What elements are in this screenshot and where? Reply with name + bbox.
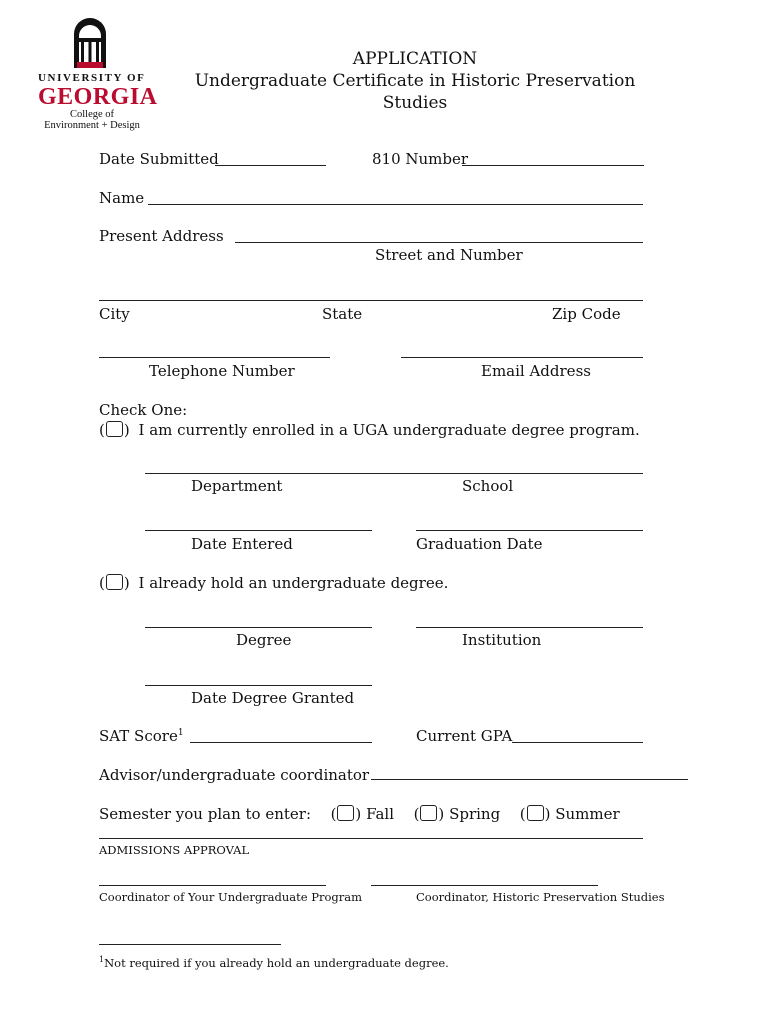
- coordinator-program-signature[interactable]: [99, 885, 326, 886]
- email-field[interactable]: [401, 357, 643, 358]
- zip-caption: Zip Code: [552, 305, 621, 323]
- number-810-field[interactable]: [462, 165, 644, 166]
- semester-row: Semester you plan to enter: ( ) Fall ( ) Spring ( ) Summer: [99, 805, 620, 823]
- spring-label: Spring: [449, 805, 501, 823]
- page-subtitle: Undergraduate Certificate in Historic Preservation Studies: [194, 71, 636, 113]
- number-810-label: 810 Number: [372, 150, 469, 168]
- sat-score-field[interactable]: [190, 742, 372, 743]
- date-degree-granted-field[interactable]: [145, 685, 372, 686]
- gpa-label: Current GPA: [416, 727, 513, 745]
- check-one-label: Check One:: [99, 401, 188, 419]
- logo-georgia-text: GEORGIA: [38, 84, 158, 110]
- degree-field[interactable]: [145, 627, 372, 628]
- degree-holder-checkbox[interactable]: [106, 574, 123, 590]
- state-caption: State: [322, 305, 363, 323]
- telephone-caption: Telephone Number: [149, 362, 295, 380]
- department-school-field[interactable]: [145, 473, 643, 474]
- coordinator-program-caption: Coordinator of Your Undergraduate Program: [99, 890, 363, 904]
- name-field[interactable]: [148, 204, 643, 205]
- fall-label: Fall: [366, 805, 394, 823]
- email-caption: Email Address: [481, 362, 591, 380]
- date-entered-caption: Date Entered: [191, 535, 293, 553]
- footnote: $^1$Not required if you already hold an undergraduate degree.: [99, 955, 449, 970]
- department-caption: Department: [191, 477, 283, 495]
- option-enrolled-text: I am currently enrolled in a UGA undergraduate degree program.: [138, 421, 640, 439]
- school-caption: School: [462, 477, 514, 495]
- graduation-date-field[interactable]: [416, 530, 643, 531]
- date-entered-field[interactable]: [145, 530, 372, 531]
- graduation-date-caption: Graduation Date: [416, 535, 543, 553]
- logo-university-text: UNIVERSITY OF: [38, 72, 146, 84]
- advisor-field[interactable]: [371, 779, 688, 780]
- page-title: APPLICATION: [352, 49, 478, 69]
- option-degree-holder: ( ) I already hold an undergraduate degree.: [99, 574, 449, 592]
- degree-caption: Degree: [236, 631, 292, 649]
- summer-checkbox[interactable]: [527, 805, 544, 821]
- name-label: Name: [99, 189, 145, 207]
- city-caption: City: [99, 305, 130, 323]
- coordinator-hp-caption: Coordinator, Historic Preservation Studies: [416, 890, 665, 904]
- street-caption: Street and Number: [375, 246, 523, 264]
- semester-label: Semester you plan to enter:: [99, 805, 311, 823]
- present-address-label: Present Address: [99, 227, 224, 245]
- fall-checkbox[interactable]: [337, 805, 354, 821]
- option-enrolled: ( ) I am currently enrolled in a UGA undergraduate degree program.: [99, 421, 640, 439]
- institution-field[interactable]: [416, 627, 643, 628]
- summer-label: Summer: [555, 805, 620, 823]
- institution-caption: Institution: [462, 631, 542, 649]
- footnote-rule: [99, 944, 281, 945]
- advisor-label: Advisor/undergraduate coordinator: [99, 766, 370, 784]
- date-submitted-label: Date Submitted: [99, 150, 219, 168]
- enrolled-checkbox[interactable]: [106, 421, 123, 437]
- sat-score-label: SAT Score$^1$: [99, 727, 184, 745]
- coordinator-hp-signature[interactable]: [371, 885, 598, 886]
- spring-checkbox[interactable]: [420, 805, 437, 821]
- city-state-zip-field[interactable]: [99, 300, 643, 301]
- date-submitted-field[interactable]: [215, 165, 326, 166]
- uga-logo: [34, 18, 158, 131]
- street-field[interactable]: [235, 242, 643, 243]
- logo-college-text: College of Environment + Design: [44, 109, 140, 131]
- arch-icon: [72, 18, 108, 70]
- gpa-field[interactable]: [512, 742, 643, 743]
- admissions-approval-heading: ADMISSIONS APPROVAL: [99, 843, 250, 857]
- option-degree-holder-text: I already hold an undergraduate degree.: [138, 574, 449, 592]
- telephone-field[interactable]: [99, 357, 330, 358]
- date-degree-granted-caption: Date Degree Granted: [191, 689, 355, 707]
- approval-divider: [99, 838, 643, 839]
